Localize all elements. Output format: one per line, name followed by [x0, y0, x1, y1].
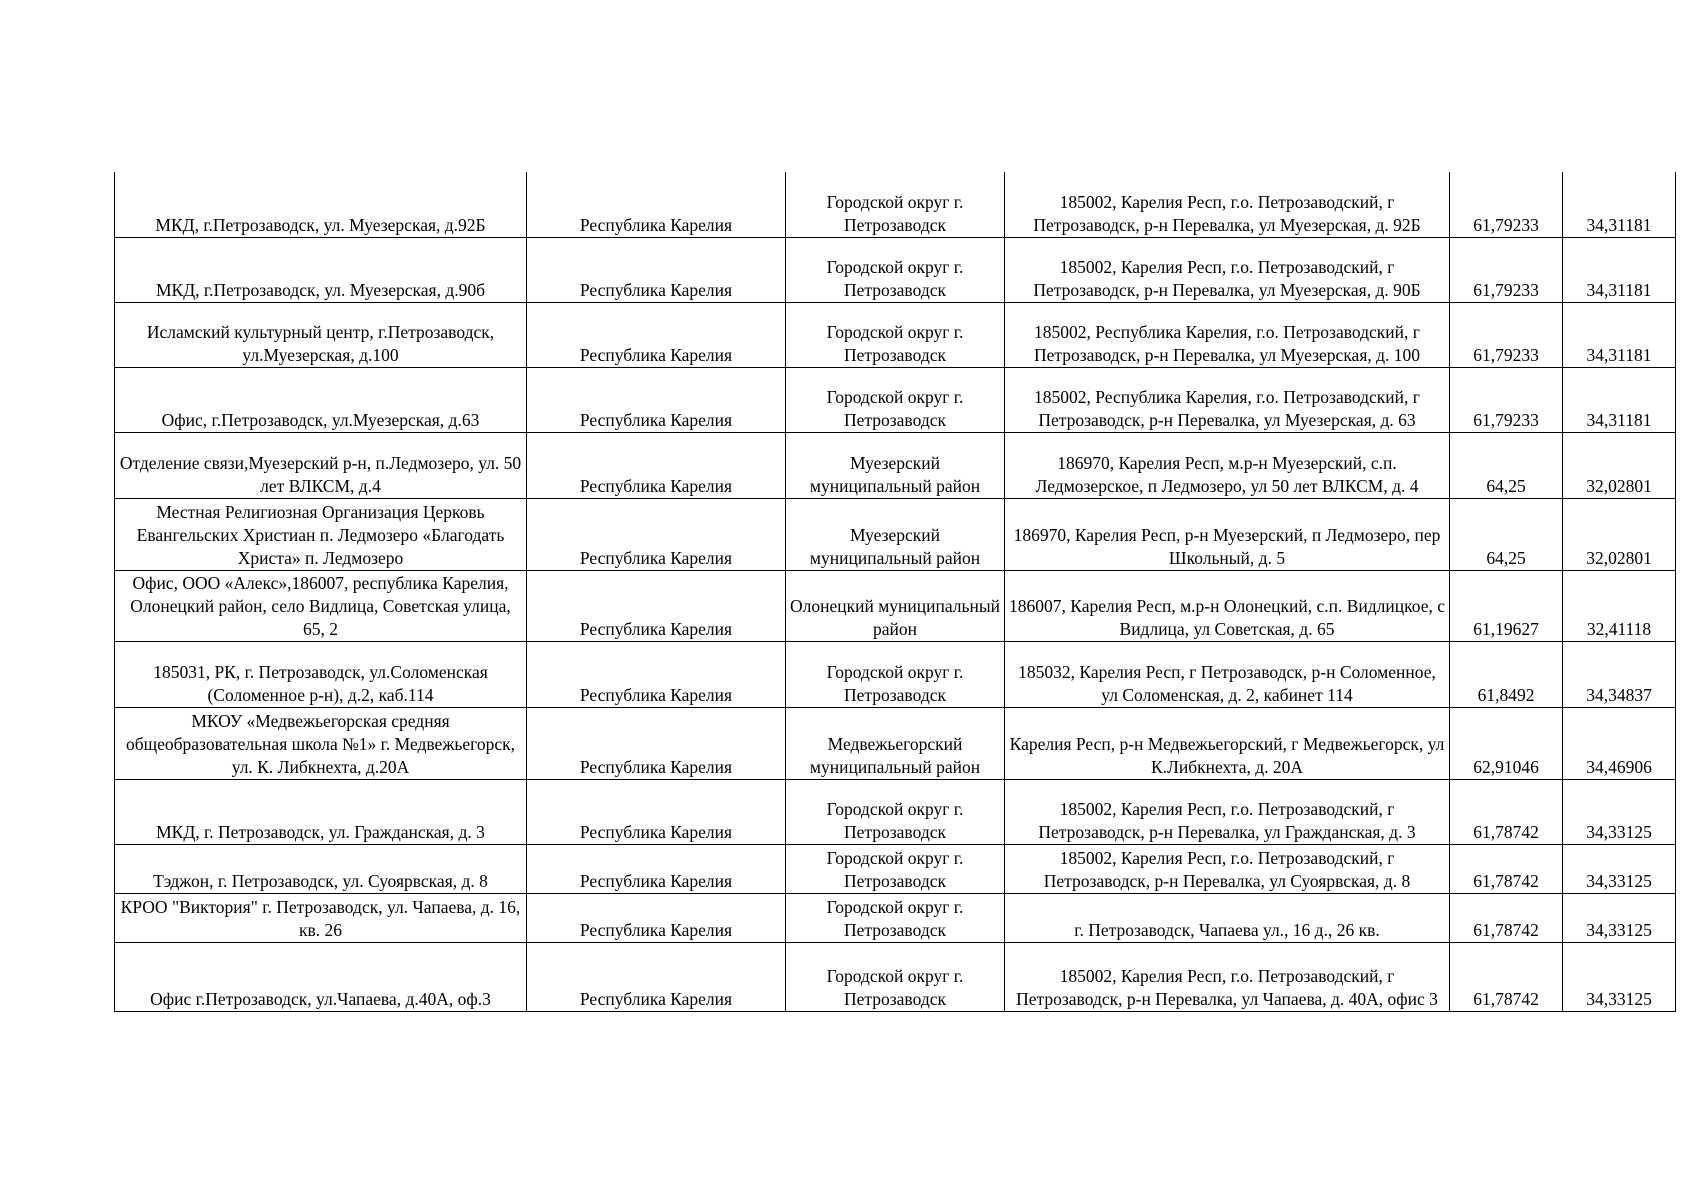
region-cell: Республика Карелия — [527, 570, 786, 641]
latitude-cell: 61,79233 — [1450, 367, 1563, 432]
object-name-cell: КРОО "Виктория" г. Петрозаводск, ул. Чапаева, д. 16, кв. 26 — [115, 893, 527, 942]
region-cell: Республика Карелия — [527, 844, 786, 893]
municipality-cell: Городской округ г. Петрозаводск — [786, 779, 1005, 844]
region-cell: Республика Карелия — [527, 498, 786, 570]
municipality-cell: Городской округ г. Петрозаводск — [786, 172, 1005, 237]
latitude-cell: 61,79233 — [1450, 302, 1563, 367]
address-cell: 185002, Республика Карелия, г.о. Петрозаводский, г Петрозаводск, р-н Перевалка, ул Муезерская, д. 100 — [1005, 302, 1450, 367]
municipality-cell: Городской округ г. Петрозаводск — [786, 641, 1005, 707]
municipality-cell: Городской округ г. Петрозаводск — [786, 942, 1005, 1011]
latitude-cell: 61,79233 — [1450, 237, 1563, 302]
object-name-cell: МКОУ «Медвежьегорская средняя общеобразовательная школа №1» г. Медвежьегорск, ул. К. Либкнехта, д.20А — [115, 707, 527, 779]
object-name-cell: Офис, ООО «Алекс»,186007, республика Карелия, Олонецкий район, село Видлица, Советская улица, 65, 2 — [115, 570, 527, 641]
address-cell: г. Петрозаводск, Чапаева ул., 16 д., 26 кв. — [1005, 893, 1450, 942]
table-row — [115, 237, 1676, 302]
region-cell: Республика Карелия — [527, 641, 786, 707]
latitude-cell: 61,78742 — [1450, 893, 1563, 942]
object-name-cell: Отделение связи,Муезерский р-н, п.Ледмозеро, ул. 50 лет ВЛКСМ, д.4 — [115, 432, 527, 498]
region-cell: Республика Карелия — [527, 432, 786, 498]
table-row — [115, 570, 1676, 641]
object-name-cell: МКД, г. Петрозаводск, ул. Гражданская, д. 3 — [115, 779, 527, 844]
table-row — [115, 367, 1676, 432]
latitude-cell: 61,78742 — [1450, 942, 1563, 1011]
longitude-cell: 34,33125 — [1563, 779, 1676, 844]
latitude-cell: 62,91046 — [1450, 707, 1563, 779]
municipality-cell: Городской округ г. Петрозаводск — [786, 893, 1005, 942]
longitude-cell: 32,02801 — [1563, 498, 1676, 570]
longitude-cell: 34,31181 — [1563, 237, 1676, 302]
object-name-cell: МКД, г.Петрозаводск, ул. Муезерская, д.92Б — [115, 172, 527, 237]
address-cell: 185002, Республика Карелия, г.о. Петрозаводский, г Петрозаводск, р-н Перевалка, ул Муезерская, д. 63 — [1005, 367, 1450, 432]
latitude-cell: 61,78742 — [1450, 779, 1563, 844]
address-cell: 185002, Карелия Респ, г.о. Петрозаводский, г Петрозаводск, р-н Перевалка, ул Чапаева, д. 40А, офис 3 — [1005, 942, 1450, 1011]
municipality-cell: Городской округ г. Петрозаводск — [786, 302, 1005, 367]
region-cell: Республика Карелия — [527, 237, 786, 302]
address-cell: 185002, Карелия Респ, г.о. Петрозаводский, г Петрозаводск, р-н Перевалка, ул Гражданская, д. 3 — [1005, 779, 1450, 844]
table-row — [115, 942, 1676, 1011]
latitude-cell: 61,8492 — [1450, 641, 1563, 707]
latitude-cell: 61,79233 — [1450, 172, 1563, 237]
region-cell: Республика Карелия — [527, 893, 786, 942]
region-cell: Республика Карелия — [527, 779, 786, 844]
table-row — [115, 893, 1676, 942]
object-name-cell: МКД, г.Петрозаводск, ул. Муезерская, д.90б — [115, 237, 527, 302]
longitude-cell: 34,33125 — [1563, 893, 1676, 942]
longitude-cell: 32,02801 — [1563, 432, 1676, 498]
address-cell: 185032, Карелия Респ, г Петрозаводск, р-н Соломенное, ул Соломенская, д. 2, кабинет 114 — [1005, 641, 1450, 707]
municipality-cell: Муезерский муниципальный район — [786, 432, 1005, 498]
latitude-cell: 61,19627 — [1450, 570, 1563, 641]
table-row — [115, 641, 1676, 707]
address-cell: 185002, Карелия Респ, г.о. Петрозаводский, г Петрозаводск, р-н Перевалка, ул Суоярвская, д. 8 — [1005, 844, 1450, 893]
address-cell: 185002, Карелия Респ, г.о. Петрозаводский, г Петрозаводск, р-н Перевалка, ул Муезерская, д. 92Б — [1005, 172, 1450, 237]
longitude-cell: 34,31181 — [1563, 367, 1676, 432]
table-row — [115, 779, 1676, 844]
object-name-cell: Офис, г.Петрозаводск, ул.Муезерская, д.63 — [115, 367, 527, 432]
longitude-cell: 34,46906 — [1563, 707, 1676, 779]
table-row — [115, 498, 1676, 570]
longitude-cell: 34,34837 — [1563, 641, 1676, 707]
region-cell: Республика Карелия — [527, 942, 786, 1011]
longitude-cell: 34,33125 — [1563, 942, 1676, 1011]
longitude-cell: 32,41118 — [1563, 570, 1676, 641]
address-cell: 185002, Карелия Респ, г.о. Петрозаводский, г Петрозаводск, р-н Перевалка, ул Муезерская, д. 90Б — [1005, 237, 1450, 302]
municipality-cell: Городской округ г. Петрозаводск — [786, 844, 1005, 893]
latitude-cell: 61,78742 — [1450, 844, 1563, 893]
table-body — [115, 172, 1676, 1011]
table-row — [115, 432, 1676, 498]
region-cell: Республика Карелия — [527, 172, 786, 237]
locations-table — [114, 172, 1676, 1012]
address-cell: 186007, Карелия Респ, м.р-н Олонецкий, с.п. Видлицкое, с Видлица, ул Советская, д. 65 — [1005, 570, 1450, 641]
table-row — [115, 844, 1676, 893]
object-name-cell: Местная Религиозная Организация Церковь Евангельских Христиан п. Ледмозеро «Благодать Христа» п. Ледмозеро — [115, 498, 527, 570]
municipality-cell: Муезерский муниципальный район — [786, 498, 1005, 570]
municipality-cell: Медвежьегорский муниципальный район — [786, 707, 1005, 779]
longitude-cell: 34,31181 — [1563, 302, 1676, 367]
municipality-cell: Городской округ г. Петрозаводск — [786, 237, 1005, 302]
address-cell: 186970, Карелия Респ, м.р-н Муезерский, с.п. Ледмозерское, п Ледмозеро, ул 50 лет ВЛКСМ, д. 4 — [1005, 432, 1450, 498]
address-cell: Карелия Респ, р-н Медвежьегорский, г Медвежьегорск, ул К.Либкнехта, д. 20А — [1005, 707, 1450, 779]
table-row — [115, 707, 1676, 779]
region-cell: Республика Карелия — [527, 707, 786, 779]
municipality-cell: Олонецкий муниципальный район — [786, 570, 1005, 641]
region-cell: Республика Карелия — [527, 367, 786, 432]
municipality-cell: Городской округ г. Петрозаводск — [786, 367, 1005, 432]
longitude-cell: 34,31181 — [1563, 172, 1676, 237]
object-name-cell: 185031, РК, г. Петрозаводск, ул.Соломенская (Соломенное р-н), д.2, каб.114 — [115, 641, 527, 707]
latitude-cell: 64,25 — [1450, 498, 1563, 570]
table-row — [115, 302, 1676, 367]
address-cell: 186970, Карелия Респ, р-н Муезерский, п Ледмозеро, пер Школьный, д. 5 — [1005, 498, 1450, 570]
latitude-cell: 64,25 — [1450, 432, 1563, 498]
object-name-cell: Тэджон, г. Петрозаводск, ул. Суоярвская, д. 8 — [115, 844, 527, 893]
longitude-cell: 34,33125 — [1563, 844, 1676, 893]
region-cell: Республика Карелия — [527, 302, 786, 367]
table-row — [115, 172, 1676, 237]
object-name-cell: Офис г.Петрозаводск, ул.Чапаева, д.40А, оф.3 — [115, 942, 527, 1011]
object-name-cell: Исламский культурный центр, г.Петрозаводск, ул.Муезерская, д.100 — [115, 302, 527, 367]
